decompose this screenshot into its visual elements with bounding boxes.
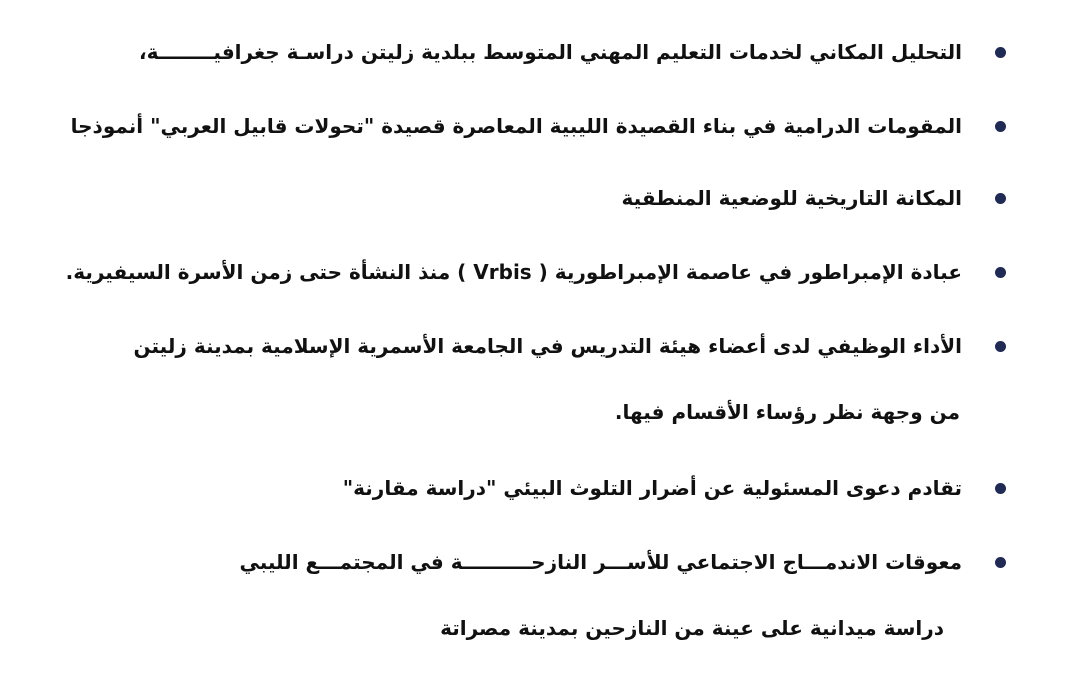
bullet-icon xyxy=(995,483,1006,494)
list-item xyxy=(102,184,962,212)
bullet-icon xyxy=(995,341,1006,352)
item-text: تقادم دعوى المسئولية عن أضرار التلوث البيئي "دراسة مقارنة" xyxy=(342,476,962,500)
bullet-icon xyxy=(995,47,1006,58)
item-text: التحليل المكاني لخدمات التعليم المهني المتوسط ببلدية زليتن دراسـة جغرافيــــــــة، xyxy=(139,40,962,64)
list-item xyxy=(70,112,962,140)
bullet-icon xyxy=(995,267,1006,278)
bullet-icon xyxy=(995,557,1006,568)
bullet-icon xyxy=(995,121,1006,132)
item-text: عبادة الإمبراطور في عاصمة الإمبراطورية ( Vrbis ) منذ النشأة حتى زمن الأسرة السيفيرية. xyxy=(65,260,962,284)
item-text: المقومات الدرامية في بناء القصيدة الليبية المعاصرة قصيدة "تحولات قابيل العربي" أنموذجا xyxy=(70,114,962,138)
item-text: معوقات الاندمـــاج الاجتماعي للأســـر النازحــــــــــة في المجتمـــع الليبي xyxy=(239,550,962,574)
list-item xyxy=(102,38,962,66)
list-item xyxy=(102,474,962,502)
list-item xyxy=(102,332,962,426)
item-text: الأداء الوظيفي لدى أعضاء هيئة التدريس في الجامعة الأسمرية الإسلامية بمدينة زليتن xyxy=(133,334,962,358)
bullet-icon xyxy=(995,193,1006,204)
item-text-continuation: من وجهة نظر رؤساء الأقسام فيها. xyxy=(614,400,960,424)
list-item xyxy=(102,548,962,642)
item-text: المكانة التاريخية للوضعية المنطقية xyxy=(621,186,962,210)
item-text-continuation: دراسة ميدانية على عينة من النازحين بمدينة مصراتة xyxy=(440,616,944,640)
list-item xyxy=(65,258,962,286)
